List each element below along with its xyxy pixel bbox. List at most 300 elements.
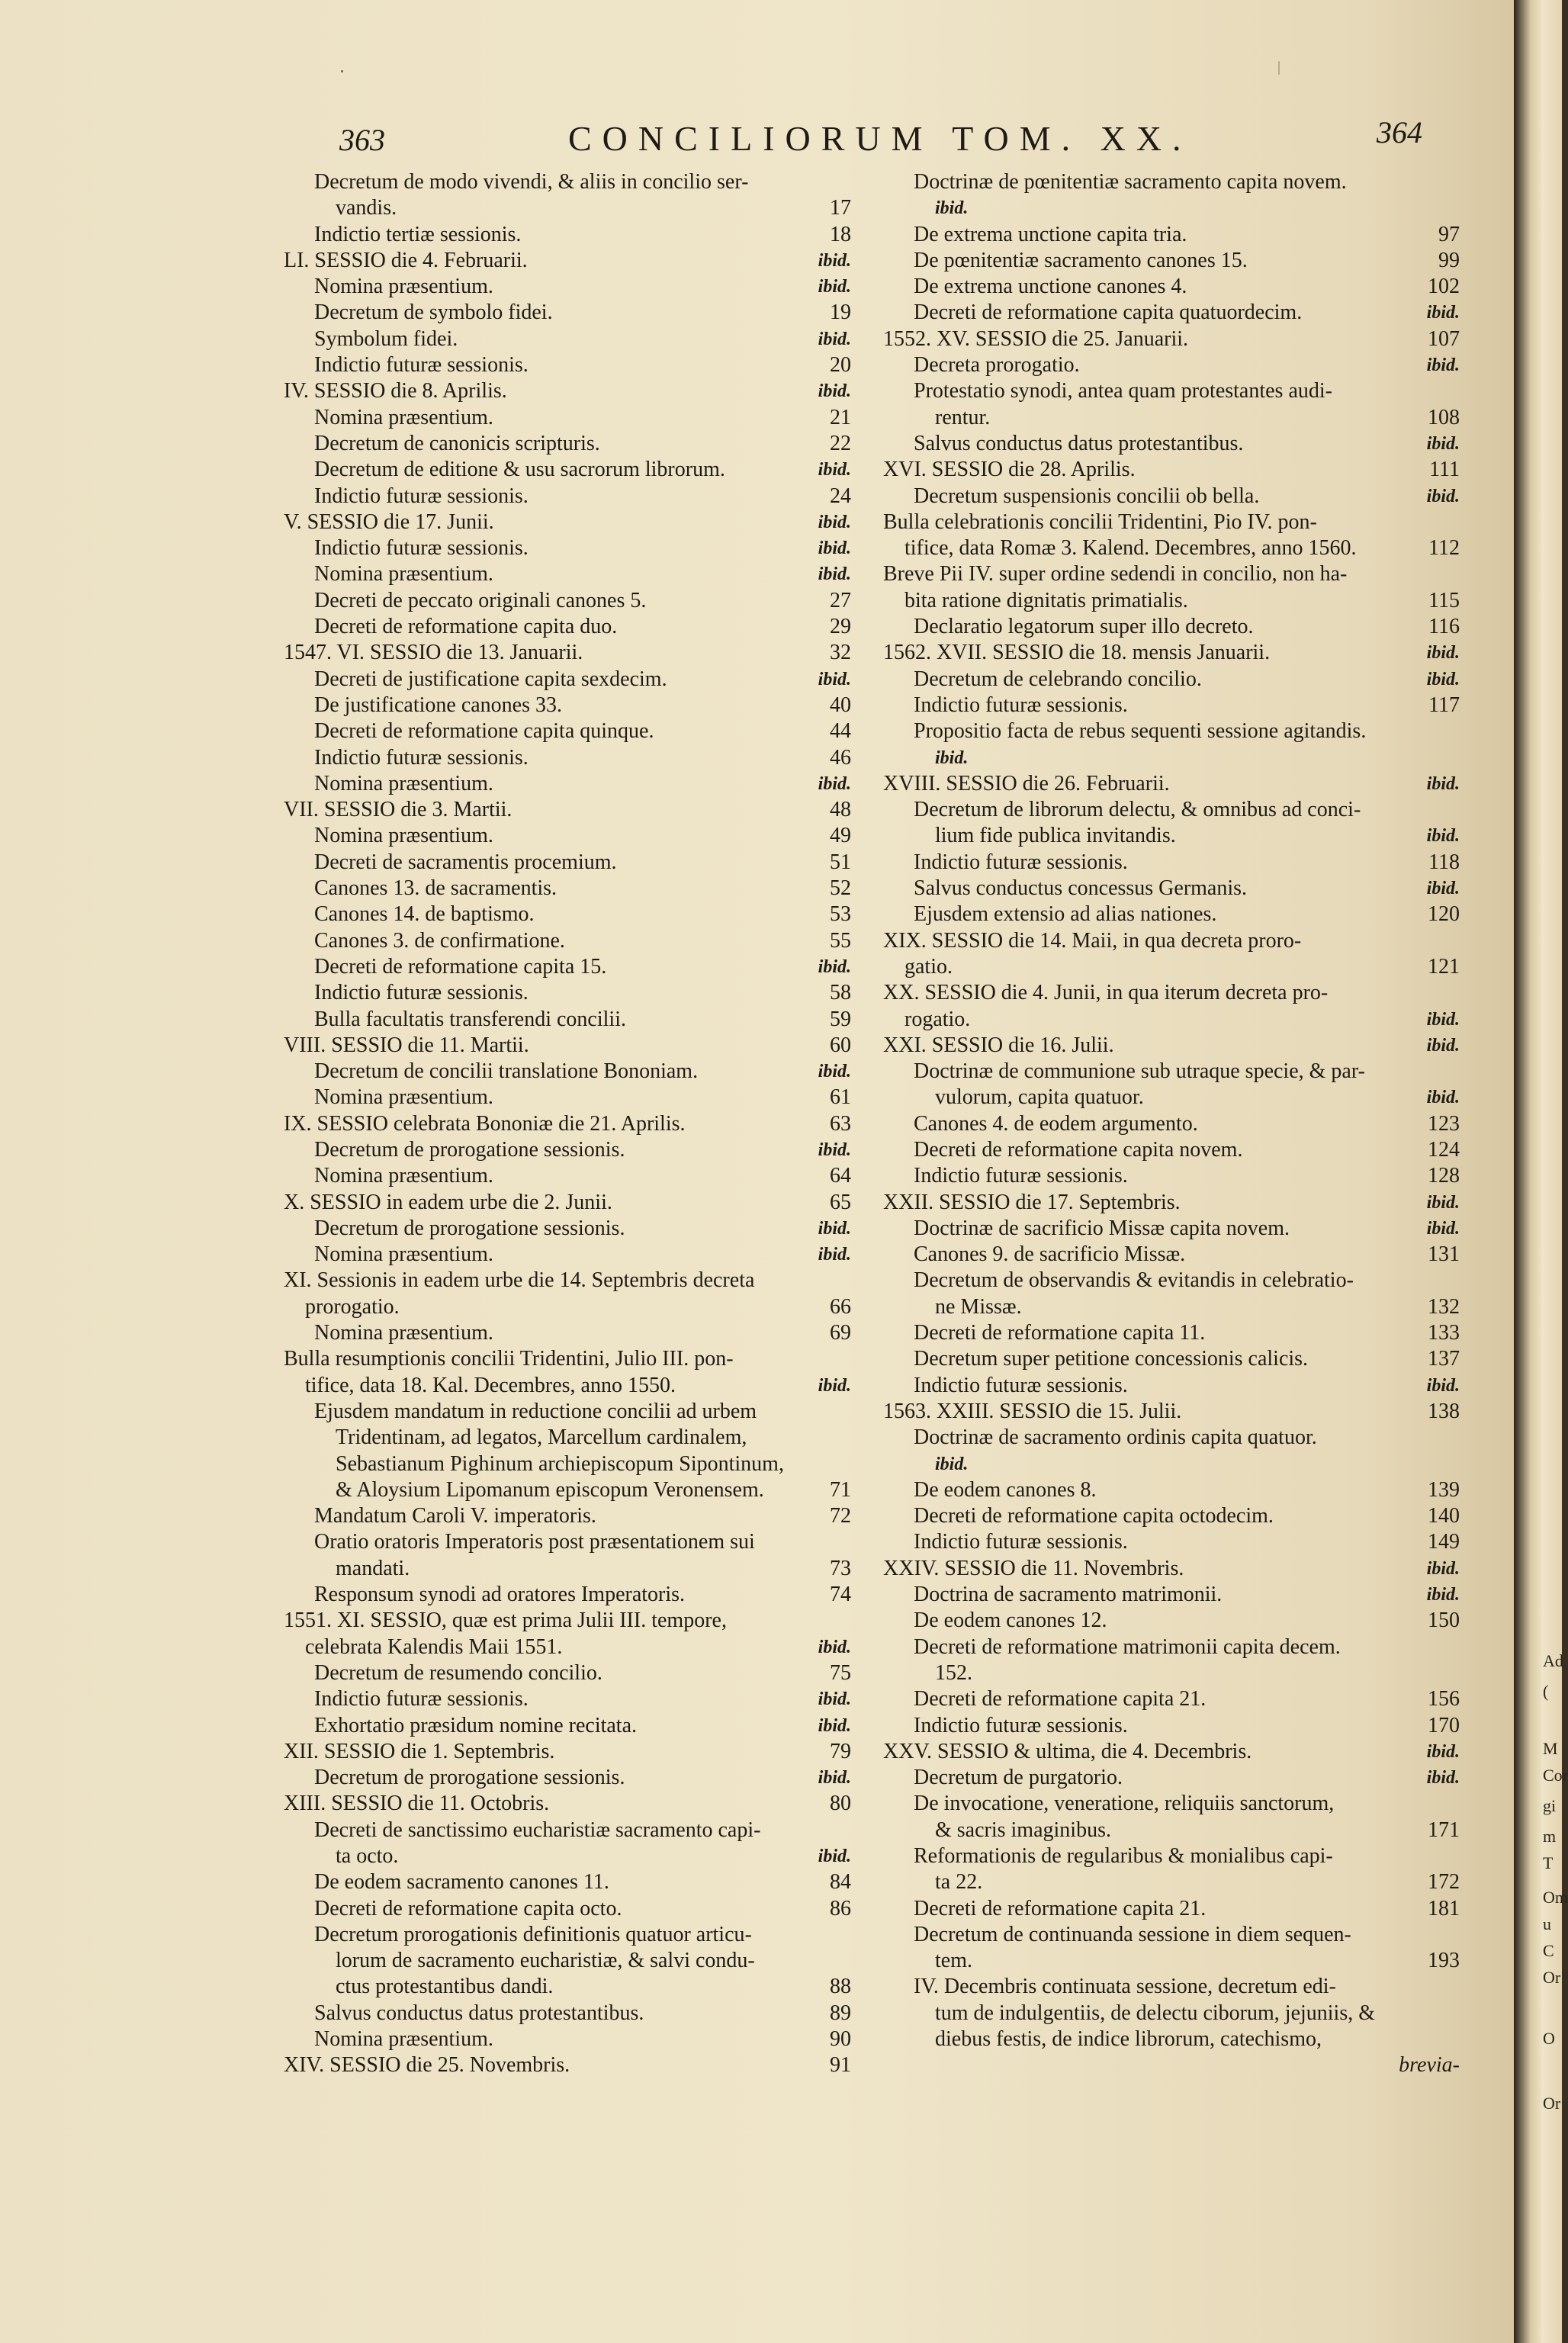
entry-title-continuation: 152. [935,1660,972,1685]
entry-title: X. SESSIO in eadem urbe die 2. Junii. [284,1190,612,1214]
next-page-edge [1514,0,1568,2343]
index-entry [284,1268,854,1320]
entry-title: Decretum de resumendo concilio. [314,1660,602,1685]
page-reference: 128 [1428,1164,1460,1188]
entry-title: De eodem canones 8. [914,1477,1097,1502]
entry-title-line: Decretum de observandis & evitandis in celebratio- [914,1268,1354,1293]
page-reference: 150 [1428,1609,1460,1633]
index-entry [284,431,854,457]
index-entry [284,1686,854,1712]
index-entry [883,300,1463,326]
entry-title-continuation: mandati. [336,1556,410,1580]
index-entry [284,797,854,823]
page-reference: 19 [830,301,851,325]
page-reference: ibid. [1426,1741,1460,1762]
page-reference: 79 [830,1739,851,1763]
entry-title: Indictio futuræ sessionis. [914,693,1128,717]
entry-title-line: Reformationis de regularibus & monialibus capi- [914,1844,1333,1868]
edge-text-fragment: gi [1543,1796,1557,1815]
page-reference: ibid. [1426,1035,1460,1056]
entry-title: Salvus conductus concessus Germanis. [914,876,1248,901]
entry-title: 1562. XVII. SESSIO die 18. mensis Januarii. [883,641,1271,665]
page-reference: 44 [830,719,851,744]
entry-title: De eodem sacramento canones 11. [314,1870,609,1895]
entry-title-line: IV. Decembris continuata sessione, decretum edi- [914,1975,1336,1999]
entry-title-line: 1551. XI. SESSIO, quæ est prima Julii III. tempore, [284,1609,727,1633]
page-number-left: 363 [339,123,385,157]
index-entry [284,980,854,1006]
index-entry [883,561,1463,614]
entry-title [883,1268,1463,1320]
index-entry [883,1974,1463,2052]
index-entry [883,222,1463,248]
entry-title [883,509,1463,562]
page-reference: ibid. [818,669,851,689]
page-reference: 170 [1428,1713,1460,1737]
index-entry [883,1320,1463,1346]
entry-title-continuation: ta octo. [336,1844,399,1868]
page-reference: 74 [830,1583,851,1607]
entry-title-line: Breve Pii IV. super ordine sedendi in concilio, non ha- [883,562,1348,587]
index-entry [284,771,854,797]
entry-title [883,1059,1463,1111]
entry-title: Doctrina de sacramento matrimonii. [914,1583,1223,1607]
page-reference: 22 [830,431,851,455]
edge-text-fragment: Om [1543,1888,1568,1907]
edge-text-fragment: C [1543,1941,1554,1960]
index-entry [883,1190,1463,1216]
edge-text-fragment: ( [1543,1682,1549,1701]
entry-title: 1552. XV. SESSIO die 25. Januarii. [883,326,1189,351]
page-reference: ibid. [818,250,851,271]
page-reference: 88 [830,1975,851,1999]
entry-title: Ejusdem extensio ad alias nationes. [914,902,1217,927]
entry-title: Decreti de reformatione capita 21. [914,1896,1207,1920]
page-reference: 149 [1428,1530,1460,1554]
index-entry [284,457,854,483]
page-reference: 131 [1428,1242,1460,1267]
index-entry [284,640,854,666]
edge-text-fragment: O [1543,2029,1555,2048]
index-entry [883,169,1463,222]
entry-title-line: Bulla celebrationis concilii Tridentini, Pio IV. pon- [883,509,1317,534]
index-entry [883,1529,1463,1555]
page-reference: 133 [1428,1321,1460,1345]
page-reference: ibid. [1426,1558,1460,1579]
entry-title: Decreti de reformatione capita novem. [914,1137,1243,1162]
page-reference: ibid. [818,1637,851,1657]
edge-text-fragment: Or [1543,2094,1561,2113]
index-entry [883,1059,1463,1111]
entry-title: XXV. SESSIO & ultima, die 4. Decembris. [883,1739,1252,1763]
index-entry [284,1608,854,1660]
page-reference: 58 [830,981,851,1005]
entry-title-line: Bulla resumptionis concilii Tridentini, Julio III. pon- [284,1347,734,1371]
entry-title: VII. SESSIO die 3. Martii. [284,798,512,822]
entry-title: Decretum de prorogatione sessionis. [314,1216,625,1240]
index-entry [284,2026,854,2052]
index-entry [883,1137,1463,1163]
index-entry [883,1503,1463,1529]
entry-title-line: Decretum de modo vivendi, & aliis in concilio ser- [314,170,749,194]
page-reference: 124 [1428,1137,1460,1162]
page-reference: 51 [830,850,851,874]
entry-title: De eodem canones 12. [914,1609,1107,1633]
entry-title: Decreti de reformatione capita 15. [314,954,607,979]
entry-title [883,718,1463,771]
index-entry [284,1399,854,1503]
entry-title: Indictio futuræ sessionis. [914,850,1128,874]
index-column-left [284,169,854,2079]
index-entry [284,561,854,587]
entry-title-line: Doctrinæ de pœnitentiæ sacramento capita novem. [914,170,1347,194]
index-entry [284,2052,854,2078]
index-entry [883,1922,1463,1975]
index-entry [284,1582,854,1608]
page-reference: 61 [830,1085,851,1110]
entry-title-continuation: rogatio. [904,1007,971,1031]
index-entry [883,1477,1463,1503]
page-reference: 193 [1428,1949,1460,1973]
entry-title: Decreti de reformatione capita octodecim. [914,1504,1274,1528]
index-entry [883,1163,1463,1189]
entry-title: Decreti de sacramentis procemium. [314,850,617,874]
page-reference: ibid. [818,773,851,794]
entry-title [883,1843,1463,1896]
entry-title [284,1608,854,1660]
entry-title: Mandatum Caroli V. imperatoris. [314,1504,596,1528]
entry-title-continuation: vandis. [336,196,397,220]
entry-title: 1563. XXIII. SESSIO die 15. Julii. [883,1399,1182,1423]
index-entry [883,850,1463,876]
page-reference: 53 [830,902,851,927]
entry-title-continuation: tem. [935,1949,972,1973]
page-reference: ibid. [818,460,851,480]
page-reference: 21 [830,405,851,429]
page-reference: 69 [830,1321,851,1345]
page-reference: 138 [1428,1399,1460,1423]
entry-title [284,1818,854,1870]
entry-title [883,378,1463,431]
index-entry [883,1033,1463,1059]
entry-title-continuation: tifice, data 18. Kal. Decembres, anno 1550. [305,1373,676,1397]
entry-title [284,1922,854,2001]
entry-title: Nomina præsentium. [314,1321,493,1345]
entry-title: Decretum de editione & usu sacrorum librorum. [314,458,725,482]
page-reference: ibid. [1426,1009,1460,1030]
entry-title: De extrema unctione capita tria. [914,222,1187,246]
index-entry [284,1137,854,1163]
index-entry [284,300,854,326]
entry-title: Salvus conductus datus protestantibus. [914,431,1244,455]
entry-title: XXI. SESSIO die 16. Julii. [883,1033,1114,1057]
entry-title: Indictio futuræ sessionis. [314,745,529,770]
index-entry [883,693,1463,718]
index-entry [284,1059,854,1085]
page-number-right: 364 [1377,115,1422,149]
index-entry [883,718,1463,771]
page-reference: ibid. [818,1245,851,1265]
page-reference: 32 [830,641,851,665]
page-reference: 80 [830,1792,851,1816]
index-entry [883,1373,1463,1399]
entry-title: Decretum de prorogatione sessionis. [314,1766,625,1790]
index-entry [284,1033,854,1059]
index-entry [883,1556,1463,1582]
edge-text-fragment: Cor [1543,1766,1568,1785]
page-reference: ibid. [818,538,851,559]
entry-title: Canones 14. de baptismo. [314,902,535,927]
index-entry [883,326,1463,352]
page-reference: ibid. [1426,1218,1460,1239]
page-reference: ibid. [818,956,851,977]
page-reference: 97 [1438,222,1460,246]
entry-title: XXIV. SESSIO die 11. Novembris. [883,1556,1184,1580]
page-reference: 63 [830,1111,851,1136]
index-entry [883,980,1463,1033]
entry-title: Decreti de reformatione capita quinque. [314,719,654,744]
index-entry [883,1582,1463,1608]
entry-title [883,1922,1463,1975]
entry-title-continuation: rentur. [935,405,991,429]
index-entry [284,326,854,352]
page-reference: ibid. [1426,1585,1460,1605]
index-entry [883,457,1463,483]
page-reference: 117 [1428,693,1460,717]
index-entry [883,1399,1463,1425]
entry-title: Declaratio legatorum super illo decreto. [914,615,1254,639]
running-title: CONCILIORUM TOM. XX. [568,119,1192,158]
page-reference: ibid. [818,381,851,402]
page-reference: 112 [1428,536,1460,561]
page-reference: ibid. [1426,773,1460,794]
index-entry [284,1007,854,1033]
entry-title: Indictio futuræ sessionis. [914,1164,1128,1188]
entry-title: Decretum suspensionis concilii ob bella. [914,484,1260,508]
page-reference: 65 [830,1190,851,1214]
index-entry [284,928,854,954]
page-reference: 84 [830,1870,851,1895]
index-entry [284,718,854,744]
entry-title-line: Protestatio synodi, antea quam protestantes audi- [914,379,1332,403]
entry-title: Exhortatio præsidum nomine recitata. [314,1713,638,1737]
page-reference: 72 [830,1504,851,1528]
index-entry [883,1242,1463,1268]
page-reference: ibid. [1426,669,1460,689]
entry-title: Decreti de peccato originali canones 5. [314,588,647,612]
entry-title [883,169,1463,222]
index-entry [284,378,854,404]
page-reference: 48 [830,798,851,822]
entry-title: Indictio futuræ sessionis. [314,353,529,378]
page-reference: ibid. [1426,1375,1460,1396]
index-entry [284,1242,854,1268]
entry-title: 1547. VI. SESSIO die 13. Januarii. [284,641,583,665]
entry-title-line: XI. Sessionis in eadem urbe die 14. Septembris decreta [284,1268,755,1293]
page-reference: 171 [1428,1818,1460,1842]
index-entry [284,1713,854,1739]
page-reference: ibid. [818,564,851,585]
index-column-right [883,169,1463,2079]
edge-text-fragment: u [1543,1914,1551,1933]
entry-title-continuation: ta 22. [935,1870,983,1895]
entry-title-continuation: gatio. [904,954,953,979]
entry-title [284,169,854,222]
index-entry [883,1346,1463,1372]
page-reference: 156 [1428,1687,1460,1711]
index-entry [883,248,1463,274]
index-entry [284,2001,854,2026]
entry-title: XII. SESSIO die 1. Septembris. [284,1739,555,1763]
page-reference: 75 [830,1660,851,1685]
entry-title-line: Decreti de reformatione matrimonii capita decem. [914,1634,1341,1659]
entry-title: LI. SESSIO die 4. Februarii. [284,248,528,272]
entry-title-continuation: ne Missæ. [935,1294,1022,1319]
index-entry [883,1765,1463,1791]
index-entry [284,1529,854,1582]
index-entry [883,1268,1463,1320]
entry-title: Responsum synodi ad oratores Imperatoris. [314,1583,686,1607]
entry-title-continuation: & sacris imaginibus. [935,1818,1111,1842]
entry-title: Decreti de justificatione capita sexdecim. [314,667,667,691]
index-entry [284,588,854,614]
page-reference: ibid. [818,277,851,297]
index-entry [883,1686,1463,1712]
entry-title: Canones 4. de eodem argumento. [914,1111,1198,1136]
entry-title: XIV. SESSIO die 25. Novembris. [284,2053,570,2078]
page-reference: 27 [830,588,851,612]
page-reference: 71 [830,1477,851,1502]
entry-title [284,1529,854,1582]
index-entry [284,693,854,718]
page-reference: 59 [830,1007,851,1031]
entry-title: Indictio futuræ sessionis. [314,484,529,508]
page-reference: 64 [830,1164,851,1188]
entry-title-line: Doctrinæ de communione sub utraque specie, & par- [914,1059,1365,1084]
page-reference: ibid. [1426,879,1460,899]
entry-title: Decretum de celebrando concilio. [914,667,1202,691]
entry-title-line: De invocatione, veneratione, reliquiis sanctorum, [914,1792,1335,1816]
entry-title [883,1425,1463,1477]
entry-title-continuation: tum de indulgentiis, de delectu ciborum, jejuniis, & diebus festis, de indice librorum, catechismo, [935,2001,1376,2052]
entry-title-continuation: vulorum, capita quatuor. [935,1085,1144,1110]
entry-title: Salvus conductus datus protestantibus. [314,2001,644,2025]
page-reference: 172 [1428,1870,1460,1895]
index-entry [284,1818,854,1870]
index-entry [883,667,1463,693]
entry-title [284,1399,854,1503]
entry-title: Indictio futuræ sessionis. [914,1530,1128,1554]
entry-title: IV. SESSIO die 8. Aprilis. [284,379,507,403]
entry-title: Nomina præsentium. [314,1242,493,1267]
entry-title: Decretum super petitione concessionis calicis. [914,1347,1309,1371]
page-reference: ibid. [1426,643,1460,664]
index-entry [284,169,854,222]
entry-title: Decreta prorogatio. [914,353,1080,378]
entry-title: De extrema unctione canones 4. [914,275,1187,299]
entry-title: VIII. SESSIO die 11. Martii. [284,1033,529,1057]
entry-title-continuation: ibid. [935,198,969,219]
entry-title-continuation: ibid. [935,747,969,768]
page-reference: 121 [1428,954,1460,979]
page-reference: ibid. [818,1375,851,1396]
entry-title: Bulla facultatis transferendi concilii. [314,1007,626,1031]
entry-title-continuation: lorum de sacramento eucharistiæ, & salvi condu-ctus protestantibus dandi. [336,1949,755,1999]
entry-title: Canones 9. de sacrificio Missæ. [914,1242,1186,1267]
page-reference: 111 [1429,458,1460,482]
index-entry [284,876,854,902]
entry-title-continuation: Tridentinam, ad legatos, Marcellum cardinalem, Sebastianum Pighinum archiepiscopum Sipontinum, & Aloysium Lipomanum episcopum Veronensem. [336,1425,784,1502]
page-reference: 132 [1428,1294,1460,1319]
page-reference: ibid. [1426,355,1460,376]
page-reference: 49 [830,824,851,848]
index-entry [883,1425,1463,1477]
index-entry [284,484,854,509]
entry-title: Decretum de concilii translatione Bononiam. [314,1059,699,1084]
entry-title: Doctrinæ de sacrificio Missæ capita novem. [914,1216,1290,1240]
index-entry [883,431,1463,457]
index-entry [284,405,854,431]
index-entry [284,1346,854,1399]
entry-title: Decreti de reformatione capita 21. [914,1687,1207,1711]
entry-title-line: Oratio oratoris Imperatoris post præsentationem sui [314,1530,755,1554]
page-reference: 118 [1428,850,1460,874]
page-reference: 73 [830,1556,851,1580]
ink-speck [1278,61,1280,75]
index-entry [883,274,1463,300]
entry-title-continuation: celebrata Kalendis Maii 1551. [305,1634,563,1659]
entry-title [883,561,1463,614]
index-entry [284,1765,854,1791]
entry-title [883,928,1463,981]
page-reference: 40 [830,693,851,717]
page-reference: 90 [830,2027,851,2052]
entry-title-continuation: bita ratione dignitatis primatialis. [904,588,1188,612]
entry-title: Canones 13. de sacramentis. [314,876,557,901]
page-reference: 115 [1428,588,1460,612]
page-reference: 137 [1428,1347,1460,1371]
index-entry [883,1111,1463,1137]
page-reference: ibid. [1426,433,1460,454]
page-reference: ibid. [818,1689,851,1710]
page-reference: ibid. [1426,303,1460,323]
index-entry [883,352,1463,378]
page-reference: 107 [1428,326,1460,351]
entry-title: Decretum de canonicis scripturis. [314,431,600,455]
edge-text-fragment: M [1543,1739,1558,1758]
entry-title: IX. SESSIO celebrata Bononiæ die 21. Aprilis. [284,1111,686,1136]
entry-title: Decretum de prorogatione sessionis. [314,1137,625,1162]
index-entry [284,1085,854,1110]
ink-speck [341,70,343,72]
entry-title-line: Decretum prorogationis definitionis quatuor articu- [314,1922,752,1946]
index-entry [883,1739,1463,1765]
page-reference: ibid. [1426,1088,1460,1108]
index-entry [883,1843,1463,1896]
entry-title [883,1634,1463,1687]
page-reference: ibid. [1426,826,1460,847]
index-entry [284,1320,854,1346]
index-entry [883,902,1463,927]
entry-title: Decretum de symbolo fidei. [314,301,553,325]
index-entry [883,484,1463,509]
index-entry [284,954,854,980]
page-reference: 86 [830,1896,851,1920]
index-entry [284,1111,854,1137]
entry-title [284,1346,854,1399]
entry-title-continuation: prorogatio. [305,1294,400,1319]
edge-text-fragment: m [1543,1827,1557,1846]
